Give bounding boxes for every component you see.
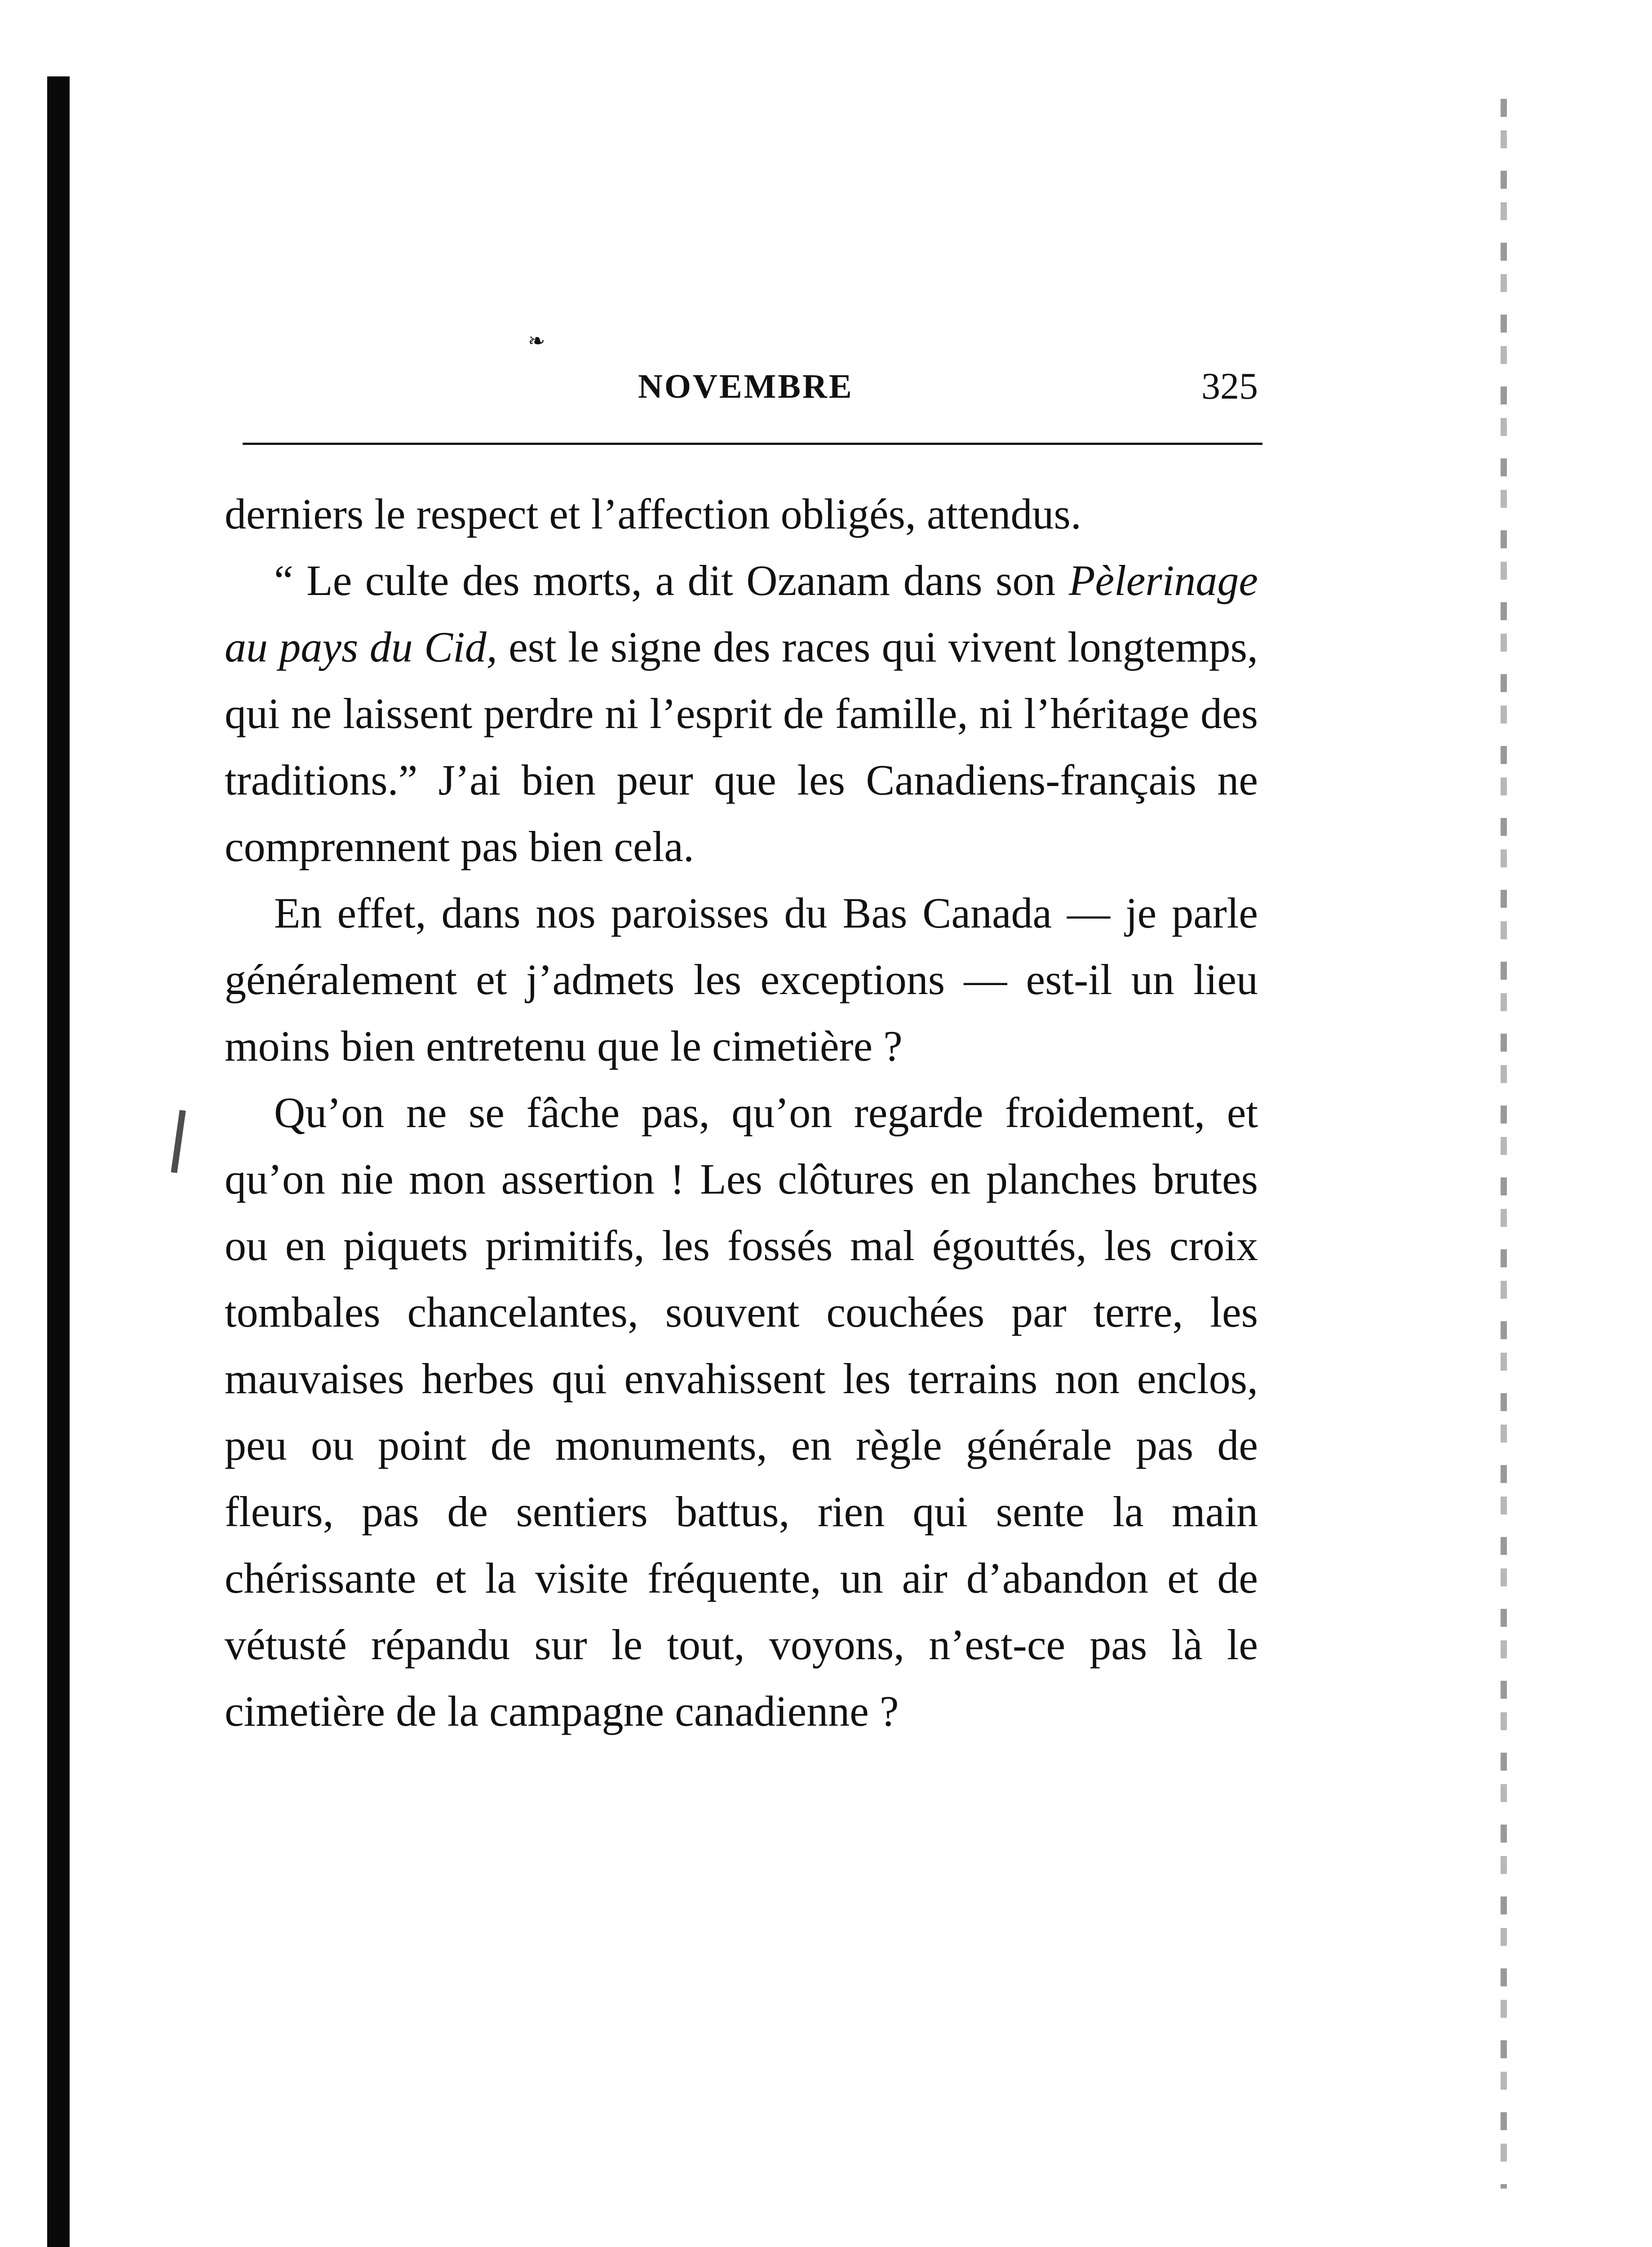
running-head — [225, 365, 1258, 407]
paragraph-text: Qu’on ne se fâche pas, qu’on regarde froidement, et qu’on nie mon assertion ! Les clôtures en planches brutes ou en piquets primitifs, les fossés mal égouttés, les croix tombales chancelantes, souvent couchées par terre, les mauvaises herbes qui envahissent les terrains non enclos, peu ou point de monuments, en règle générale pas de fleurs, pas de sentiers battus, rien qui sente la main chérissante et la visite fréquente, un air d’abandon et de vétusté répandu sur le tout, voyons, n’est-ce pas là le cimetière de la campagne canadienne ? — [225, 1088, 1258, 1735]
paragraph-text: est le signe des races qui vivent longtemps, qui ne laissent perdre ni l’esprit de famille, ni l’héritage des traditions.” J’ai bien peur que les Canadiens-français ne comprennent pas bien cela. — [225, 623, 1258, 870]
book-title: Pèlerinage au pays du Cid, — [225, 556, 1258, 671]
page-number: 325 — [1201, 365, 1258, 407]
paragraph — [225, 1079, 1258, 1745]
paragraph — [225, 880, 1258, 1079]
body-text — [225, 481, 1258, 1745]
ornament-icon: ❧ — [528, 329, 545, 352]
paragraph-text: derniers le respect et l’affection obligés, attendus. — [225, 490, 1081, 538]
paragraph-continuation — [225, 481, 1258, 547]
running-title: NOVEMBRE — [638, 368, 854, 405]
header-rule — [243, 443, 1262, 445]
margin-pencil-mark — [171, 1110, 186, 1173]
scan-binding-edge — [47, 76, 70, 2247]
paragraph-text: “ Le culte des morts, a dit Ozanam dans son — [274, 556, 1069, 604]
paragraph-text: En effet, dans nos paroisses du Bas Canada — je parle généralement et j’admets les exceptions — est-il un lieu moins bien entretenu que le cimetière ? — [225, 889, 1258, 1070]
paragraph-quote — [225, 547, 1258, 880]
scan-right-edge — [1501, 99, 1507, 2189]
